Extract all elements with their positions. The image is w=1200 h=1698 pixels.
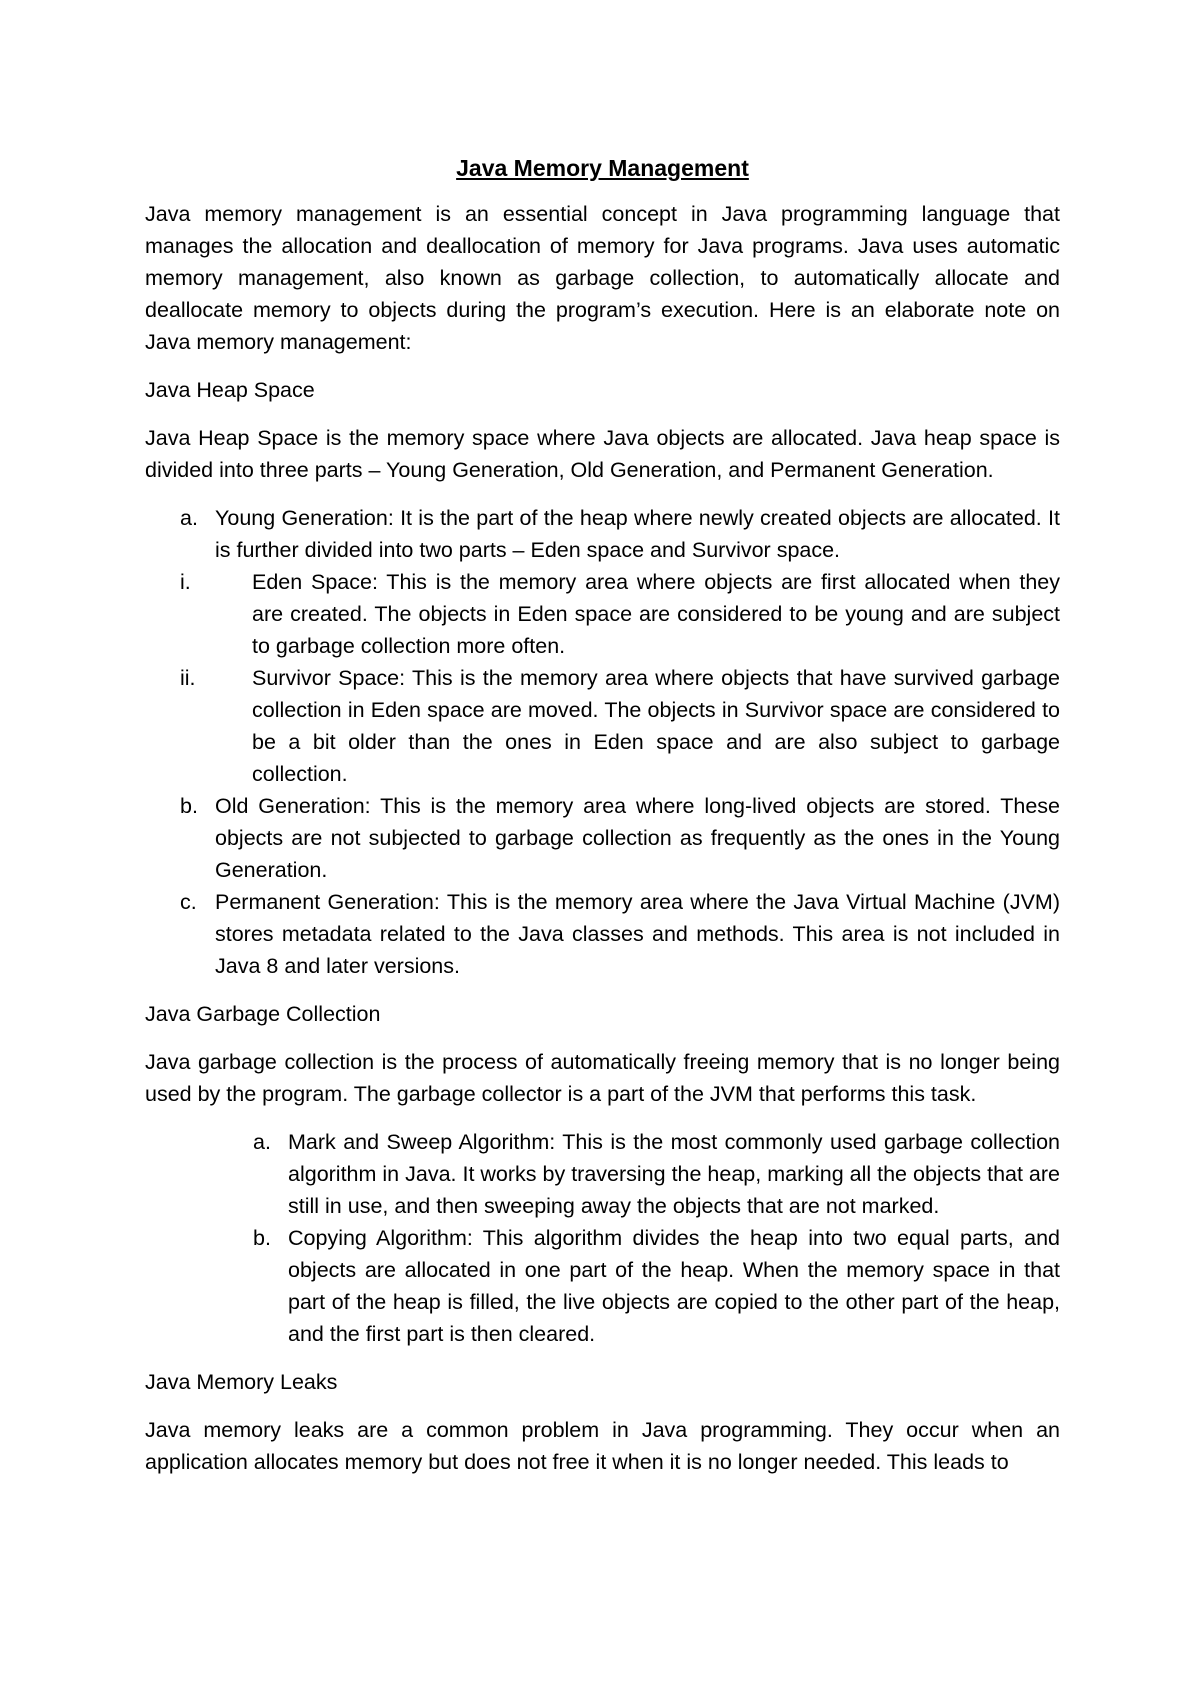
list-item	[145, 886, 1060, 982]
list-item	[145, 502, 1060, 566]
list-marker: b.	[253, 1226, 271, 1250]
list-item-text: Eden Space: This is the memory area where objects are first allocated when they are created. The objects in Eden space are considered to be young and are subject to garbage collection more often.	[252, 570, 1060, 658]
list-item-text: Copying Algorithm: This algorithm divides the heap into two equal parts, and objects are allocated in one part of the heap. When the memory space in that part of the heap is filled, the live objects are copied to the other part of the heap, and the first part is then cleared.	[288, 1226, 1060, 1346]
list-item	[145, 1222, 1060, 1350]
list-marker: i.	[180, 570, 191, 594]
list-item-text: Mark and Sweep Algorithm: This is the most commonly used garbage collection algorithm in Java. It works by traversing the heap, marking all the objects that are still in use, and then sweeping away the objects that are not marked.	[288, 1130, 1060, 1218]
heap-paragraph: Java Heap Space is the memory space where Java objects are allocated. Java heap space is divided into three parts – Young Generation, Old Generation, and Permanent Generation.	[145, 426, 1060, 482]
list-item	[145, 1126, 1060, 1222]
list-item-text: Permanent Generation: This is the memory area where the Java Virtual Machine (JVM) stores metadata related to the Java classes and methods. This area is not included in Java 8 and later versions.	[215, 890, 1060, 978]
heap-list	[145, 502, 1060, 982]
list-item-text: Young Generation: It is the part of the heap where newly created objects are allocated. It is further divided into two parts – Eden space and Survivor space.	[215, 506, 1060, 562]
list-marker: ii.	[180, 666, 196, 690]
list-item	[145, 662, 1060, 790]
list-item-text: Old Generation: This is the memory area where long-lived objects are stored. These objects are not subjected to garbage collection as frequently as the ones in the Young Generation.	[215, 794, 1060, 882]
intro-paragraph: Java memory management is an essential concept in Java programming language that manages the allocation and deallocation of memory for Java programs. Java uses automatic memory management, also known as garbage collection, to automatically allocate and deallocate memory to objects during the program’s execution. Here is an elaborate note on Java memory management:	[145, 202, 1060, 354]
leaks-paragraph: Java memory leaks are a common problem in Java programming. They occur when an application allocates memory but does not free it when it is no longer needed. This leads to	[145, 1418, 1060, 1474]
page-title: Java Memory Management	[456, 155, 749, 181]
gc-paragraph: Java garbage collection is the process of automatically freeing memory that is no longer being used by the program. The garbage collector is a part of the JVM that performs this task.	[145, 1050, 1060, 1106]
list-item	[145, 566, 1060, 662]
list-item-text: Survivor Space: This is the memory area where objects that have survived garbage collection in Eden space are moved. The objects in Survivor space are considered to be a bit older than the ones in Eden space and are also subject to garbage collection.	[252, 666, 1060, 786]
heap-heading: Java Heap Space	[145, 378, 315, 402]
list-marker: a.	[180, 506, 198, 530]
leaks-heading: Java Memory Leaks	[145, 1370, 338, 1394]
gc-heading: Java Garbage Collection	[145, 1002, 381, 1026]
list-item	[145, 790, 1060, 886]
list-marker: a.	[253, 1130, 271, 1154]
list-marker: b.	[180, 794, 198, 818]
list-marker: c.	[180, 890, 197, 914]
document-page	[145, 140, 1060, 1494]
gc-list	[145, 1126, 1060, 1350]
